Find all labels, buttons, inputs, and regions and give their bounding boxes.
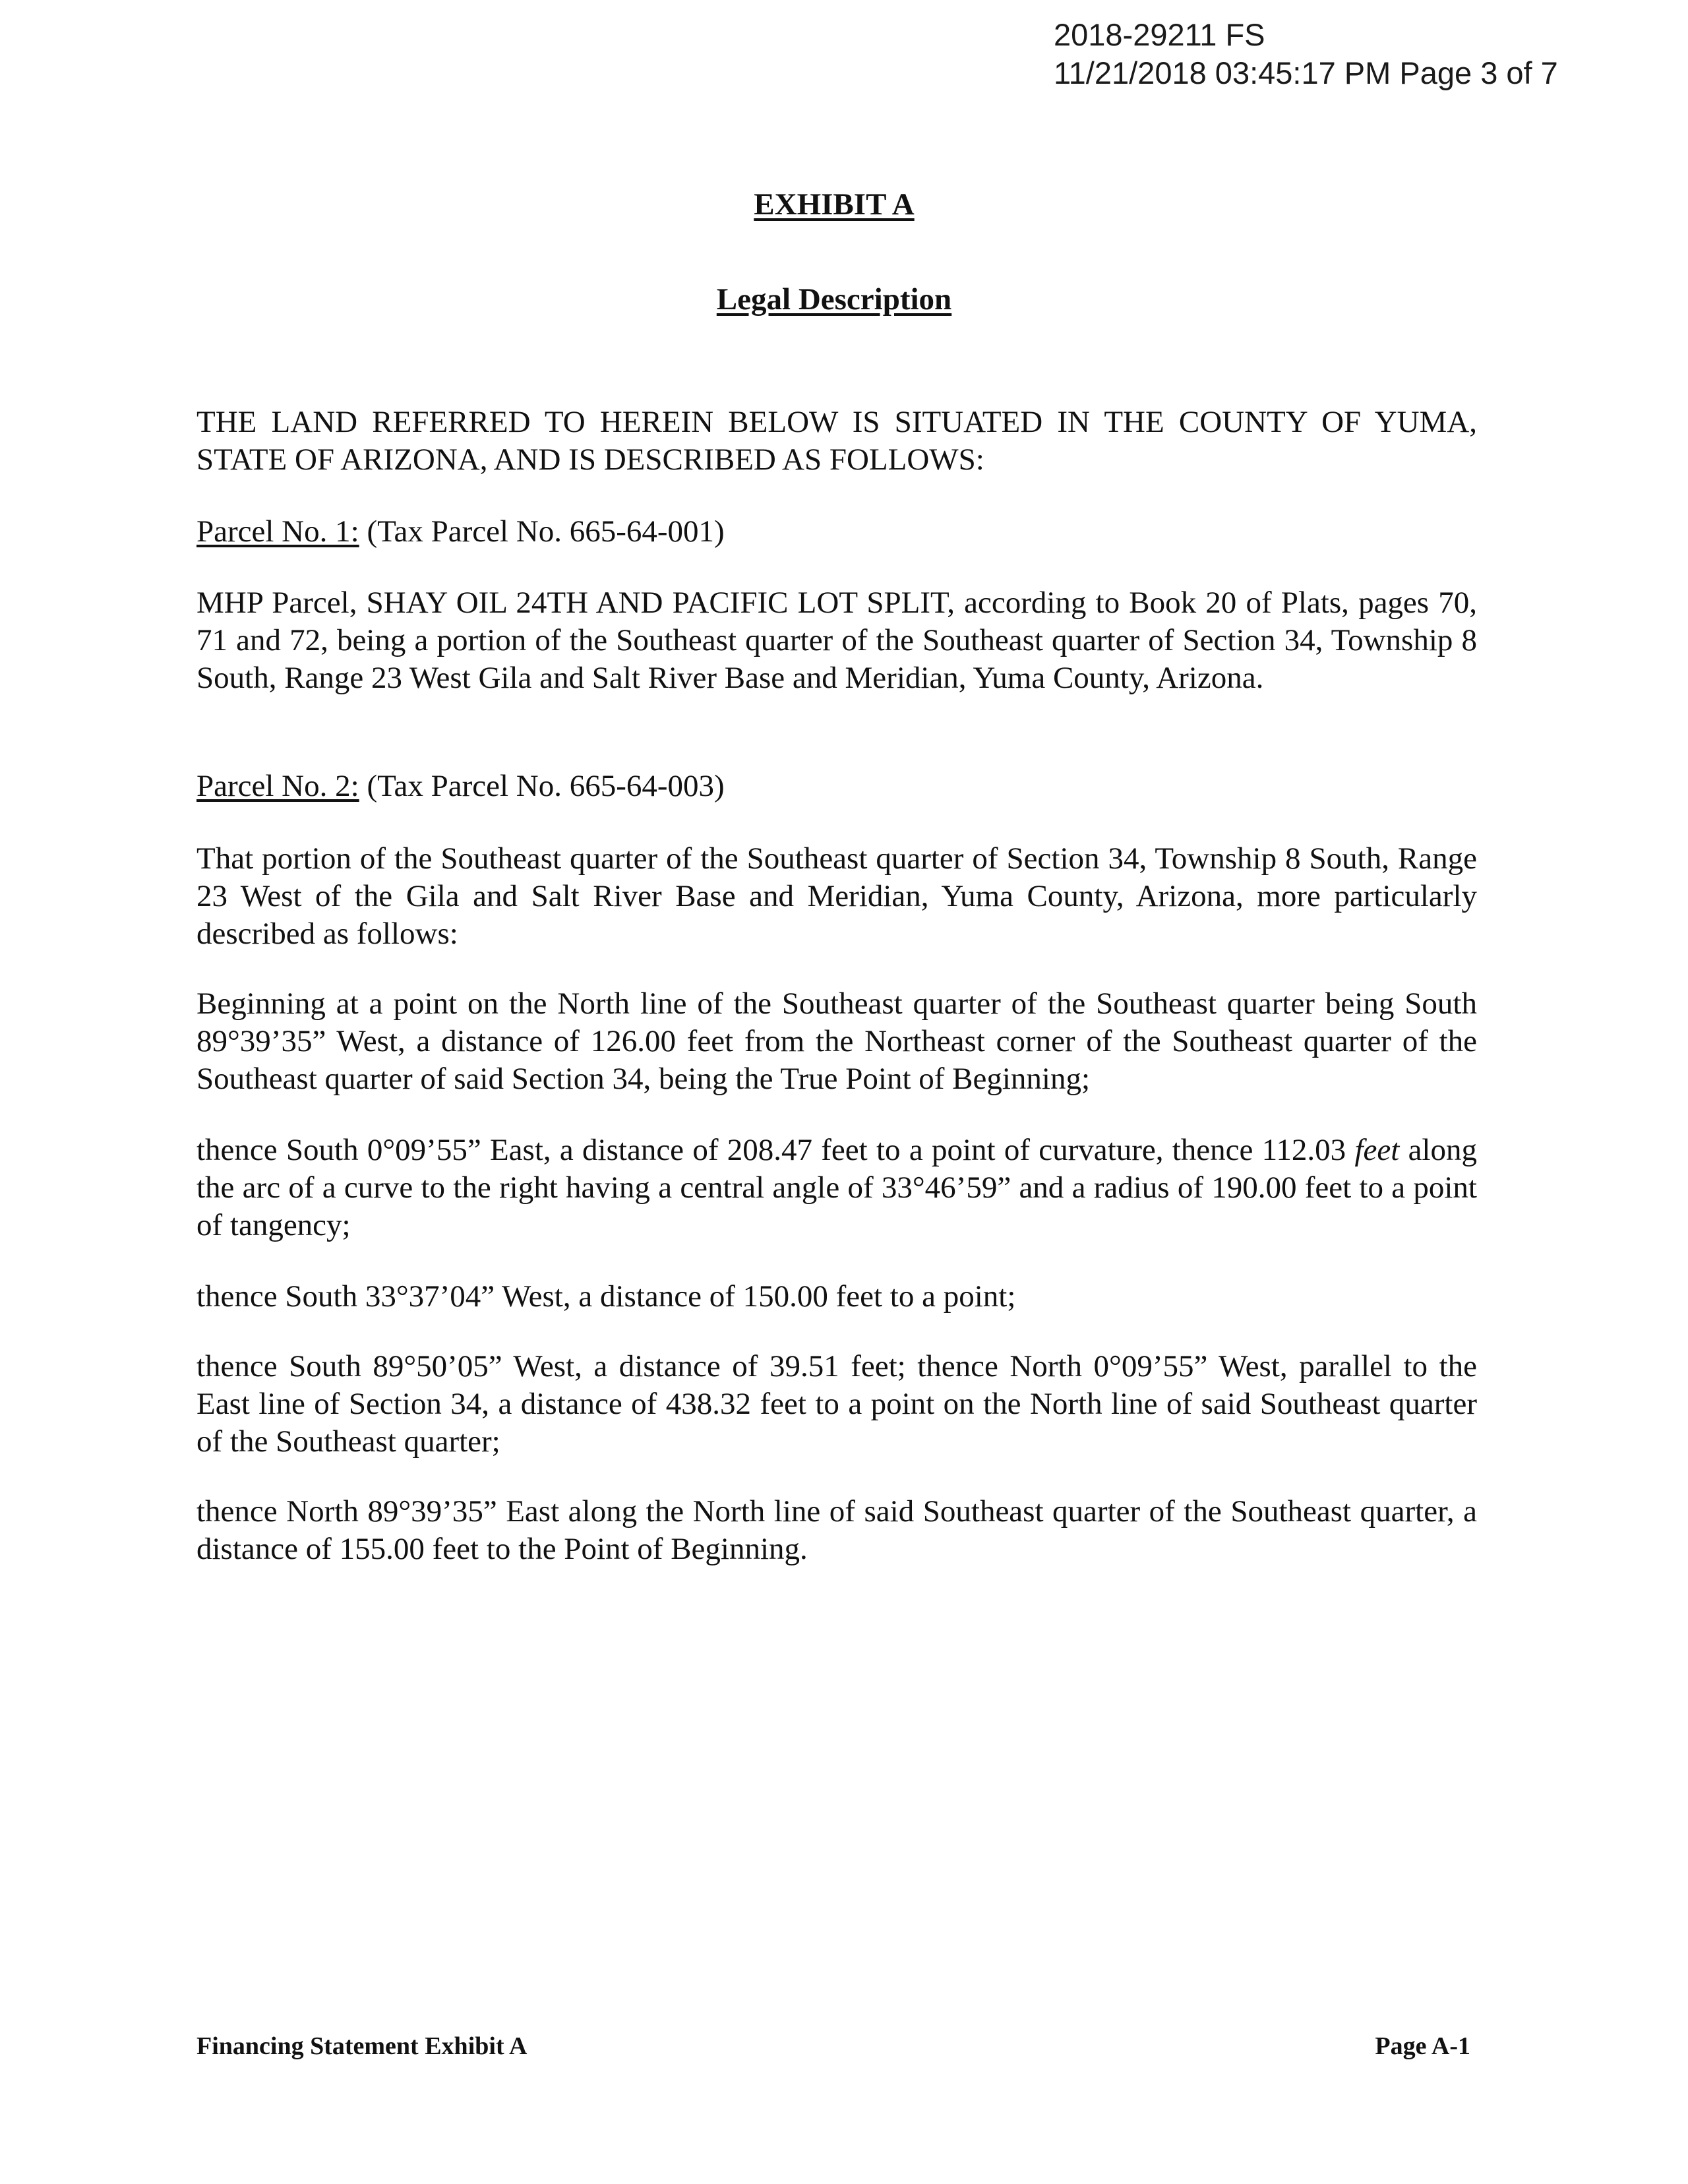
parcel-1-text: MHP Parcel, SHAY OIL 24TH AND PACIFIC LOT SPLIT, according to Book 20 of Plats, pages 70, 71 and 72, being a portion of the Southeast quarter of the Southeast quarter of Section 34, Township 8 South, Range 23 West Gila and Salt River Base and Meridian, Yuma County, Arizona. (196, 586, 1477, 695)
parcel-1-label: Parcel No. 1: (196, 514, 359, 549)
parcel-1-tax-ref: (Tax Parcel No. 665-64-001) (359, 514, 725, 549)
parcel-1-description (196, 584, 1477, 697)
recording-stamp (1054, 16, 1558, 92)
parcel-2-text: That portion of the Southeast quarter of the Southeast quarter of Section 34, Township 8 South, Range 23 West of the Gila and Salt River Base and Meridian, Yuma County, Arizona, more particularly described as follows: (196, 841, 1477, 951)
footer-document-title: Financing Statement Exhibit A (196, 2032, 528, 2060)
course-1-italic: feet (1354, 1133, 1400, 1167)
course-2-text: thence South 33°37’04” West, a distance of 150.00 feet to a point; (196, 1279, 1016, 1314)
recording-number: 2018-29211 FS (1054, 17, 1265, 52)
course-2-paragraph (196, 1278, 1477, 1316)
exhibit-title: EXHIBIT A (754, 187, 915, 222)
course-4-text: thence North 89°39’35” East along the North line of said Southeast quarter of the Southeast quarter, a distance of 155.00 feet to the Point of Beginning. (196, 1494, 1477, 1566)
beginning-text: Beginning at a point on the North line of the Southeast quarter of the Southeast quarter being South 89°39’35” West, a distance of 126.00 feet from the Northeast corner of the Southeast quarter of the Southeast quarter of said Section 34, being the True Point of Beginning; (196, 986, 1477, 1096)
parcel-1-heading (196, 513, 1477, 551)
beginning-paragraph (196, 985, 1477, 1098)
course-3-paragraph (196, 1348, 1477, 1461)
course-1-text-b: along the arc of a curve to the right having a central angle of 33°46’59” and a radius of 190.00 feet to a point of tangency; (196, 1133, 1477, 1242)
course-1-paragraph (196, 1132, 1477, 1244)
course-4-paragraph (196, 1493, 1477, 1568)
recording-timestamp: 11/21/2018 03:45:17 PM Page 3 of 7 (1054, 55, 1558, 90)
intro-paragraph (196, 404, 1477, 479)
parcel-2-description (196, 840, 1477, 953)
parcel-2-heading (196, 768, 1477, 805)
legal-description-title: Legal Description (716, 282, 952, 317)
intro-text: THE LAND REFERRED TO HEREIN BELOW IS SITUATED IN THE COUNTY OF YUMA, STATE OF ARIZONA, AND IS DESCRIBED AS FOLLOWS: (196, 405, 1477, 477)
course-3-text: thence South 89°50’05” West, a distance of 39.51 feet; thence North 0°09’55” West, parallel to the East line of Section 34, a distance of 438.32 feet to a point on the North line of said Southeast quarter of the Southeast quarter; (196, 1349, 1477, 1459)
course-1-text-a: thence South 0°09’55” East, a distance of 208.47 feet to a point of curvature, thence 112.03 (196, 1133, 1355, 1167)
parcel-2-tax-ref: (Tax Parcel No. 665-64-003) (359, 769, 725, 803)
parcel-2-label: Parcel No. 2: (196, 769, 359, 803)
footer-page-number: Page A-1 (1375, 2032, 1470, 2060)
